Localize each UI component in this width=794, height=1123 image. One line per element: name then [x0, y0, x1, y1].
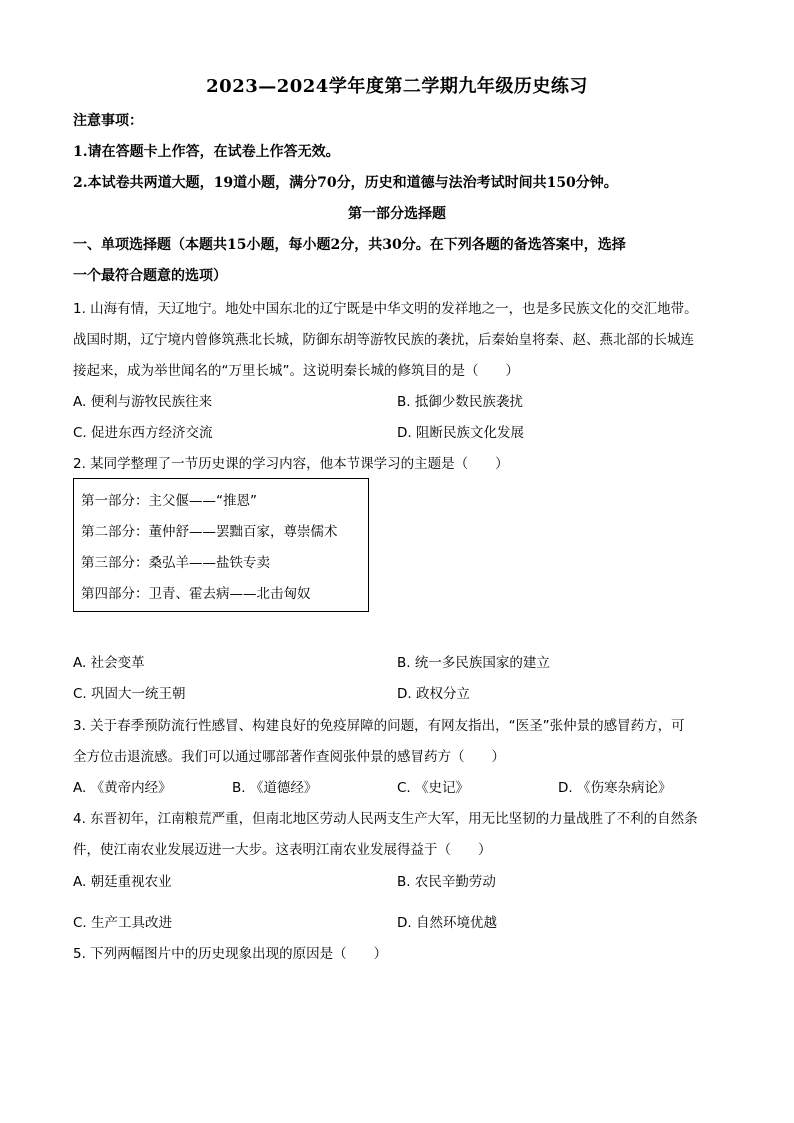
q2-box-item-4: 第四部分：卫青、霍去病——北击匈奴 [81, 586, 311, 602]
q1-stem-line1: 1. 山海有情，天辽地宁。地处中国东北的辽宁既是中华文明的发祥地之一，也是多民族文化的交汇地带。 [73, 301, 698, 317]
q4-stem-line1: 4. 东晋初年，江南粮荒严重，但南北地区劳动人民两支生产大军，用无比坚韧的力量战胜了不利的自然条 [73, 811, 698, 827]
q4-option-d[interactable]: D. 自然环境优越 [397, 915, 497, 931]
note-item-1: 1.请在答题卡上作答，在试卷上作答无效。 [73, 144, 340, 160]
q3-stem-line2: 全方位击退流感。我们可以通过哪部著作查阅张仲景的感冒药方（ ） [73, 749, 505, 765]
q3-option-a[interactable]: A. 《黄帝内经》 [73, 780, 172, 796]
q2-option-b[interactable]: B. 统一多民族国家的建立 [397, 655, 550, 671]
q2-option-a[interactable]: A. 社会变革 [73, 655, 145, 671]
q4-option-a[interactable]: A. 朝廷重视农业 [73, 874, 172, 890]
section1-heading-line2: 一个最符合题意的选项） [73, 268, 227, 284]
q1-option-d[interactable]: D. 阻断民族文化发展 [397, 425, 524, 441]
q1-option-a[interactable]: A. 便利与游牧民族往来 [73, 394, 213, 410]
q2-option-d[interactable]: D. 政权分立 [397, 686, 470, 702]
q3-option-c[interactable]: C. 《史记》 [397, 780, 470, 796]
q1-option-c[interactable]: C. 促进东西方经济交流 [73, 425, 213, 441]
page-title: 2023—2024学年度第二学期九年级历史练习 [206, 76, 588, 97]
note-item-2: 2.本试卷共两道大题，19道小题，满分70分，历史和道德与法治考试时间共150分钟。 [73, 175, 618, 191]
q3-stem-line1: 3. 关于春季预防流行性感冒、构建良好的免疫屏障的问题，有网友指出，“医圣”张仲景的感冒药方，可 [73, 718, 685, 734]
q1-stem-line3: 接起来，成为举世闻名的“万里长城”。这说明秦长城的修筑目的是（ ） [73, 363, 519, 379]
q5-stem: 5. 下列两幅图片中的历史现象出现的原因是（ ） [73, 946, 388, 962]
section1-heading-line1: 一、单项选择题（本题共15小题，每小题2分，共30分。在下列各题的备选答案中，选择 [73, 237, 626, 253]
q4-option-b[interactable]: B. 农民辛勤劳动 [397, 874, 496, 890]
q3-option-b[interactable]: B. 《道德经》 [232, 780, 318, 796]
q1-stem-line2: 战国时期，辽宁境内曾修筑燕北长城，防御东胡等游牧民族的袭扰，后秦始皇将秦、赵、燕北部的长城连 [73, 332, 694, 348]
q4-stem-line2: 件，使江南农业发展迈进一大步。这表明江南农业发展得益于（ ） [73, 842, 492, 858]
q2-stem: 2. 某同学整理了一节历史课的学习内容，他本节课学习的主题是（ ） [73, 456, 509, 472]
q2-content-box [73, 478, 369, 612]
q1-option-b[interactable]: B. 抵御少数民族袭扰 [397, 394, 523, 410]
q2-box-item-1: 第一部分：主父偃——“推恩” [81, 493, 257, 509]
notes-heading: 注意事项： [73, 113, 143, 129]
q4-option-c[interactable]: C. 生产工具改进 [73, 915, 173, 931]
q3-option-d[interactable]: D. 《伤寒杂病论》 [558, 780, 672, 796]
part1-title: 第一部分选择题 [348, 206, 446, 222]
q2-box-item-3: 第三部分：桑弘羊——盐铁专卖 [81, 555, 270, 571]
q2-option-c[interactable]: C. 巩固大一统王朝 [73, 686, 186, 702]
q2-box-item-2: 第二部分：董仲舒——罢黜百家，尊崇儒术 [81, 524, 338, 540]
